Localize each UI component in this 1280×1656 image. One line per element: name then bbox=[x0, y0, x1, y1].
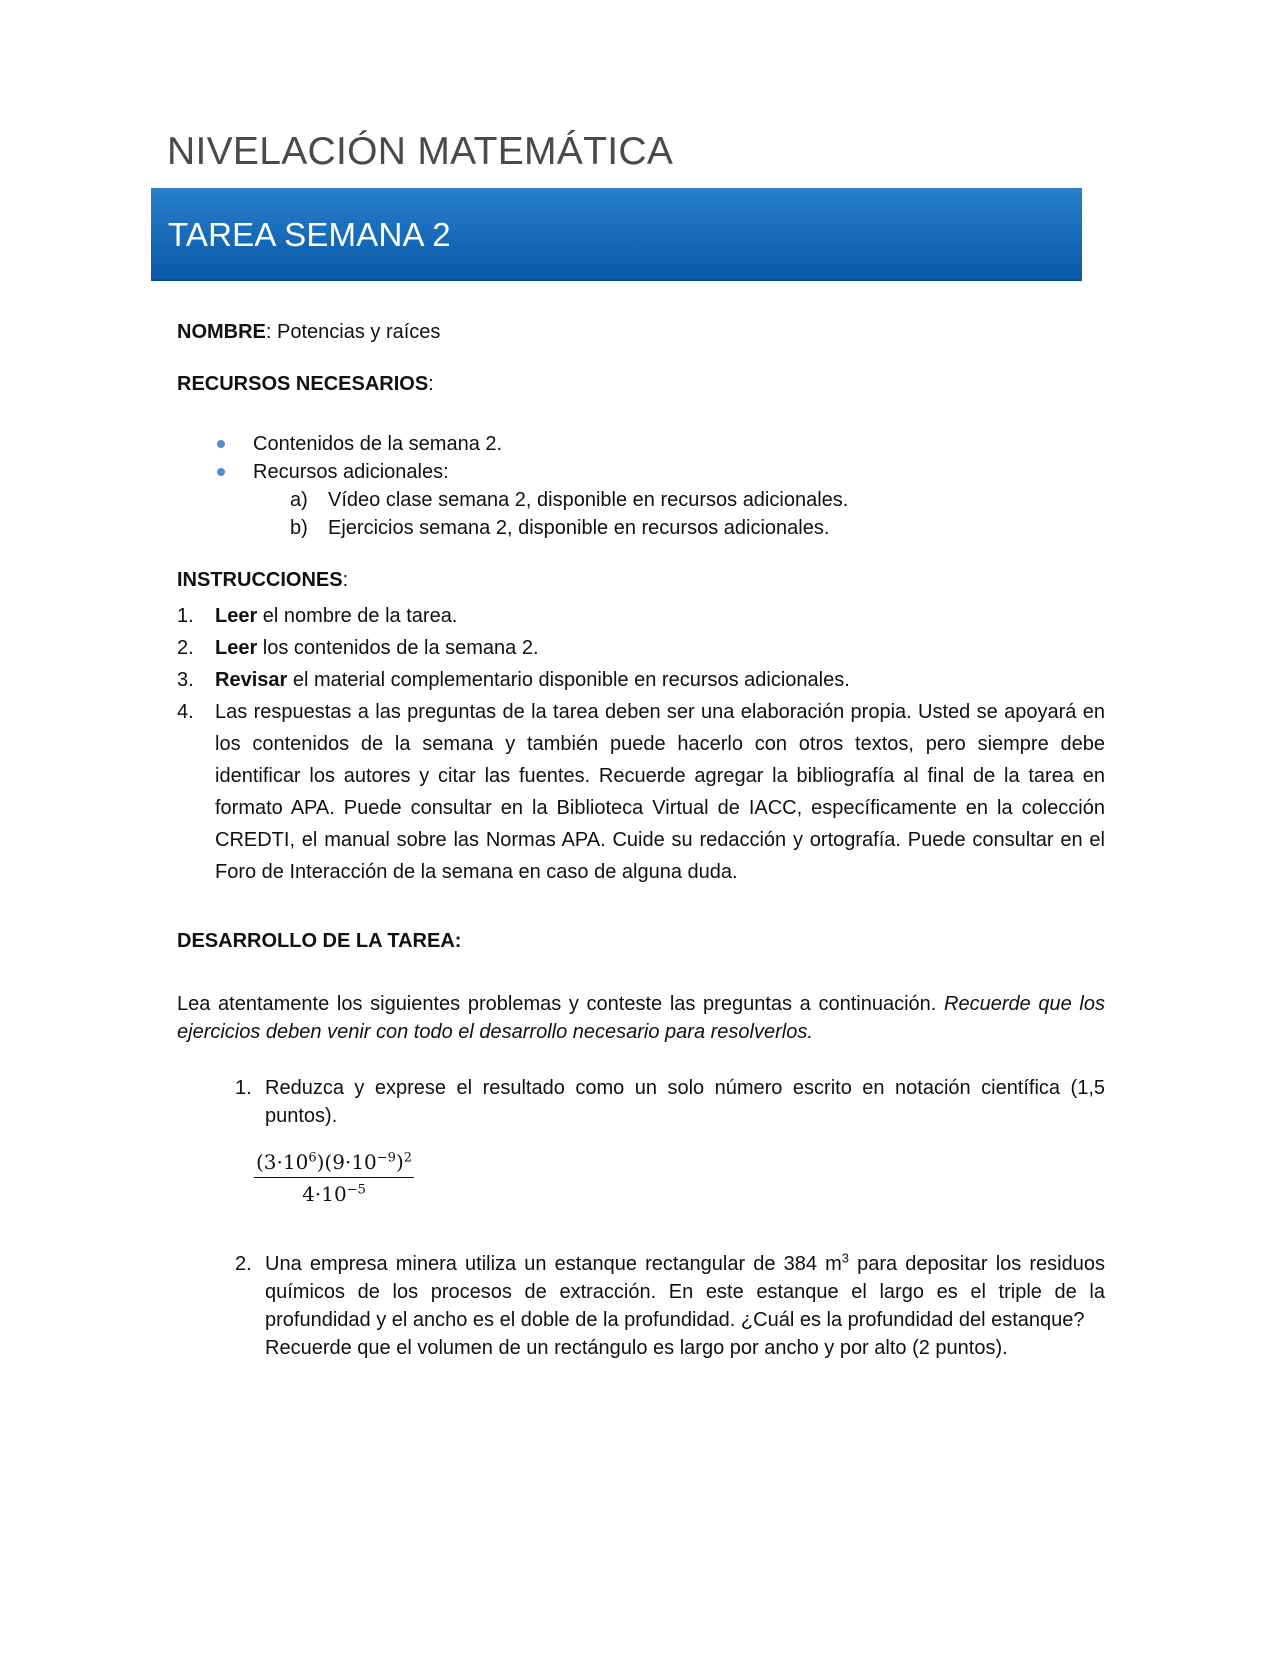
item-number: 1. bbox=[177, 605, 194, 627]
sub-item-letter: a) bbox=[290, 489, 308, 511]
list-item bbox=[217, 458, 1017, 486]
list-item bbox=[217, 430, 1017, 458]
problem-text: Reduzca y exprese el resultado como un solo número escrito en notación científica (1,5 puntos). bbox=[265, 1077, 1105, 1127]
problem-text-cont: para depositar los residuos químicos de los procesos de extracción. En este estanque el largo es el triple de la profundidad y el ancho es el doble de la profundidad. ¿Cuál es la profundidad del estanque? bbox=[265, 1253, 1105, 1331]
bullet-icon bbox=[217, 440, 225, 448]
item-text: Las respuestas a las preguntas de la tarea deben ser una elaboración propia. Usted se apoyará en los contenidos de la semana y también puede hacerlo con otros textos, pero siempre debe identificar los autores y citar las fuentes. Recuerde agregar la bibliografía al final de la tarea en formato APA. Puede consultar en la Biblioteca Virtual de IACC, específicamente en la colección CREDTI, el manual sobre las Normas APA. Cuide su redacción y ortografía. Puede consultar en el Foro de Interacción de la semana en caso de alguna duda. bbox=[215, 701, 1105, 883]
formula-exponent: 6 bbox=[308, 1150, 317, 1166]
nombre-label: NOMBRE bbox=[177, 321, 266, 343]
problem-2 bbox=[235, 1250, 1105, 1362]
list-item bbox=[290, 514, 1090, 542]
nombre-line bbox=[177, 318, 440, 346]
desarrollo-heading bbox=[177, 927, 461, 955]
formula-part: 4·10 bbox=[302, 1182, 347, 1206]
item-text: el nombre de la tarea. bbox=[257, 605, 458, 627]
intro-text: Lea atentamente los siguientes problemas y conteste las preguntas a continuación. bbox=[177, 993, 944, 1015]
instrucciones-colon: : bbox=[342, 569, 349, 591]
formula-exponent: 2 bbox=[403, 1150, 413, 1166]
list-item bbox=[177, 696, 1105, 888]
formula-exponent: −9 bbox=[376, 1150, 396, 1166]
formula-denominator bbox=[254, 1178, 414, 1206]
problem-1 bbox=[235, 1074, 1105, 1130]
formula-exponent: −5 bbox=[346, 1182, 366, 1198]
list-item bbox=[177, 600, 1105, 632]
recursos-colon: : bbox=[428, 373, 434, 395]
item-bold: Leer bbox=[215, 637, 258, 659]
desarrollo-intro bbox=[177, 990, 1105, 1046]
sub-item-text: Ejercicios semana 2, disponible en recursos adicionales. bbox=[328, 517, 830, 539]
title-banner bbox=[151, 188, 1082, 281]
list-item bbox=[177, 664, 1105, 696]
formula-part: (3·10 bbox=[256, 1150, 309, 1174]
instrucciones-list bbox=[177, 600, 1105, 888]
sub-item-text: Vídeo clase semana 2, disponible en recursos adicionales. bbox=[328, 489, 849, 511]
item-number: 3. bbox=[177, 669, 194, 691]
item-number: 2. bbox=[177, 637, 194, 659]
intro-italic: Recuerde que los ejercicios deben venir con todo el desarrollo necesario para resolverlos. bbox=[177, 993, 1105, 1043]
banner-title: TAREA SEMANA 2 bbox=[168, 216, 451, 253]
list-item-text: Contenidos de la semana 2. bbox=[253, 433, 503, 455]
desarrollo-label: DESARROLLO DE LA TAREA: bbox=[177, 930, 462, 952]
instrucciones-heading bbox=[177, 566, 348, 594]
course-title: NIVELACIÓN MATEMÁTICA bbox=[167, 130, 674, 173]
problem-superscript: 3 bbox=[841, 1250, 850, 1266]
problem-number: 1. bbox=[235, 1077, 252, 1099]
list-item bbox=[177, 632, 1105, 664]
bullet-icon bbox=[217, 468, 225, 476]
item-text: los contenidos de la semana 2. bbox=[257, 637, 539, 659]
item-text: el material complementario disponible en recursos adicionales. bbox=[287, 669, 850, 691]
formula-part: )(9·10 bbox=[316, 1150, 377, 1174]
sub-item-letter: b) bbox=[290, 517, 308, 539]
item-bold: Leer bbox=[215, 605, 258, 627]
recursos-label: RECURSOS NECESARIOS bbox=[177, 373, 429, 395]
formula-part: ) bbox=[395, 1150, 404, 1174]
formula-numerator bbox=[254, 1150, 414, 1178]
problem-note: Recuerde que el volumen de un rectángulo es largo por ancho y por alto (2 puntos). bbox=[265, 1337, 1008, 1359]
problem-number: 2. bbox=[235, 1253, 252, 1275]
formula-fraction bbox=[254, 1150, 414, 1206]
item-bold: Revisar bbox=[215, 669, 288, 691]
instrucciones-label: INSTRUCCIONES bbox=[177, 569, 343, 591]
problem-text: Una empresa minera utiliza un estanque rectangular de 384 m bbox=[265, 1253, 842, 1275]
recursos-list bbox=[217, 430, 1017, 486]
recursos-heading bbox=[177, 370, 434, 398]
item-number: 4. bbox=[177, 701, 194, 723]
list-item bbox=[290, 486, 1090, 514]
nombre-value: : Potencias y raíces bbox=[265, 321, 441, 343]
recursos-sub-list bbox=[290, 486, 1090, 542]
list-item-text: Recursos adicionales: bbox=[253, 461, 449, 483]
